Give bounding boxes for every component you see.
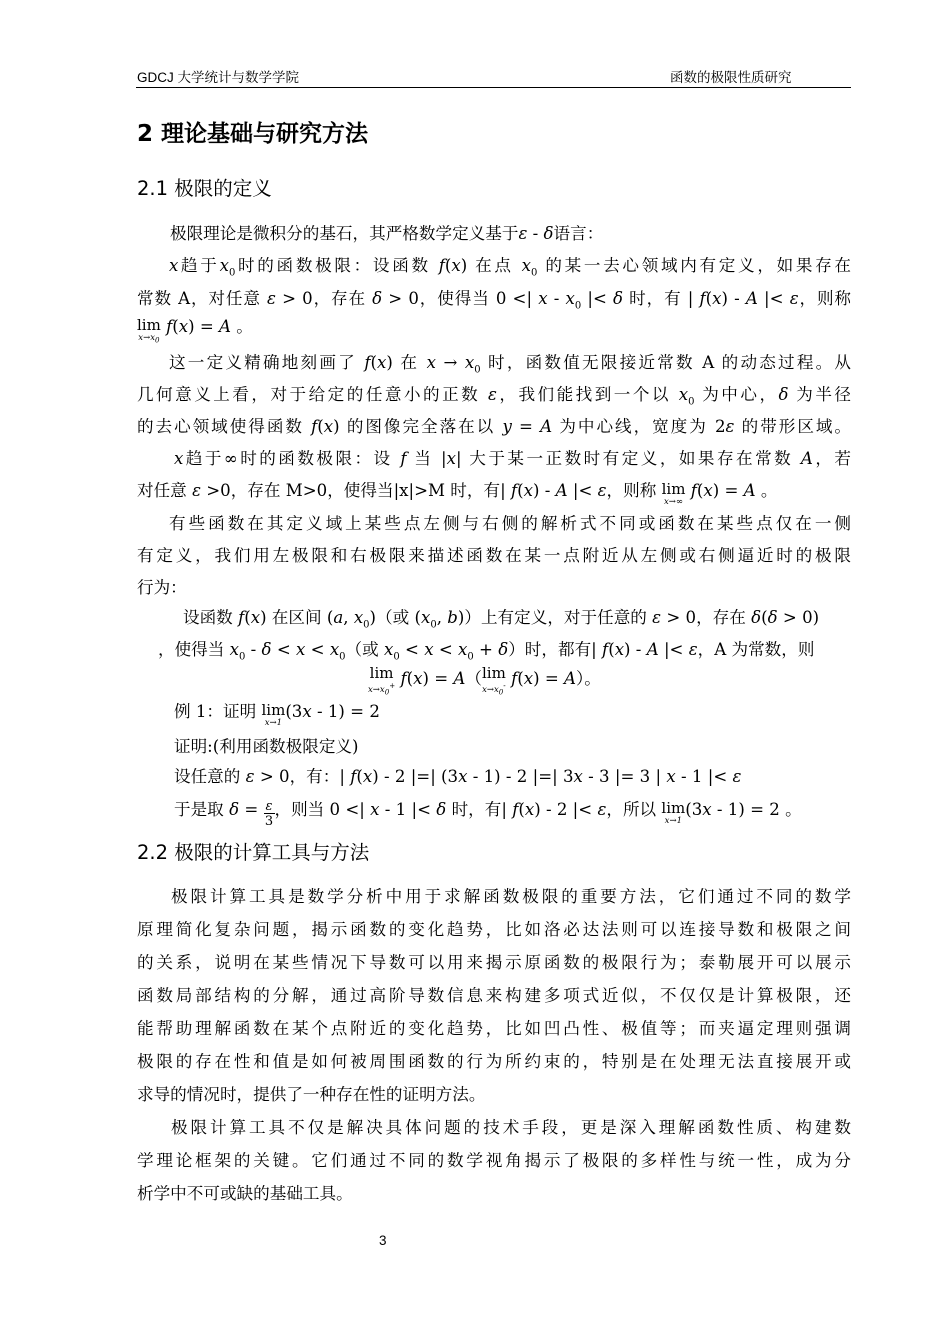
paragraph-line: 极限理论是微积分的基石，其严格数学定义基于ε - δ语言： [170,224,604,243]
example-line: 例 1：证明 lim x→1 (3x - 1) = 2 [174,701,380,728]
example-line: 于是取 δ = $\frac{\varepsilon}{3}$ ，则当 0 <| x - 1 |< δ 时，有| f(x) - 2 |< ε，所以 lim x→1 (3x - 1) = 2 。 [174,799,802,829]
paragraph-line: 设函数 f(x) 在区间 (a, $x_0$)（或 ($x_0$, b)）上有定义，对于任意的 ε > 0，存在 δ(δ > 0) [183,608,820,631]
paragraph-line: 能帮助理解函数在某个点附近的变化趋势，比如凹凸性、极值等；而夹逼定理则强调 [137,1019,851,1038]
paragraph-line: 几何意义上看，对于给定的任意小的正数 ε，我们能找到一个以 $x_0$ 为中心，δ 为半径 [137,385,851,408]
paragraph-line: 学理论框架的关键。它们通过不同的数学视角揭示了极限的多样性与统一性，成为分 [137,1151,851,1170]
paragraph-line: 原理简化复杂问题，揭示函数的变化趋势，比如洛必达法则可以连接导数和极限之间 [137,920,851,939]
example-line: 设任意的 ε > 0，有：| f(x) - 2 |=| (3x - 1) - 2 |=| 3x - 3 |= 3 | x - 1 |< ε [174,767,742,786]
paragraph-line: 有些函数在其定义域上某些点左侧与右侧的解析式不同或函数在某些点仅在一侧 [169,514,851,533]
paragraph-line: 极限的存在性和值是如何被周围函数的行为所约束的，特别是在处理无法直接展开或 [137,1052,851,1071]
paragraph-line: lim $x\to x_0$ f(x) = A 。 [137,316,253,345]
section-title-2-1: 2.1 极限的定义 [137,177,272,200]
paragraph-line: 函数局部结构的分解，通过高阶导数信息来构建多项式近似，不仅仅是计算极限，还 [137,986,851,1005]
paragraph-line: 行为： [137,578,187,597]
paragraph-line: ，使得当 $x_0 - \delta < x < x_0$（或 $x_0 < x < x_0 + \delta$）时，都有| f(x) - A |< ε，A 为常数，则 [158,640,815,663]
paragraph-line: lim $x\to x_0^+$ f(x) = A（ lim $x\to x_0^-$ f(x) = A）。 [368,664,601,697]
paragraph-line: 有定义，我们用左极限和右极限来描述函数在某一点附近从左侧或右侧逼近时的极限 [137,546,851,565]
header-rule [136,87,851,88]
header-right: 函数的极限性质研究 [670,70,792,85]
header-left: GDCJ 大学统计与数学学院 [137,70,299,85]
paragraph-line: x趋于$x_0$时的函数极限：设函数 f(x) 在点 $x_0$ 的某一去心领域内有定义，如果存在 [169,256,852,279]
section-title-2-2: 2.2 极限的计算工具与方法 [137,841,370,864]
paragraph-line: 这一定义精确地刻画了 f(x) 在 $x \to x_0$ 时，函数值无限接近常数 A 的动态过程。从 [169,353,852,376]
paragraph-line: 析学中不可或缺的基础工具。 [137,1184,353,1203]
paragraph-line: 对任意 ε >0，存在 M>0，使得当|x|>M 时，有| f(x) - A |< ε，则称 lim x→∞ f(x) = A 。 [137,480,778,507]
example-line: 证明:(利用函数极限定义) [174,737,359,756]
chapter-title: 2 理论基础与研究方法 [137,121,369,147]
paragraph-line: 的去心领域使得函数 f(x) 的图像完全落在以 y = A 为中心线，宽度为 2ε 的带形区域。 [137,417,852,436]
paragraph-line: 的关系，说明在某些情况下导数可以用来揭示原函数的极限行为；泰勒展开可以展示 [137,953,851,972]
paragraph-line: 求导的情况时，提供了一种存在性的证明方法。 [137,1085,486,1104]
paragraph-line: 极限计算工具不仅是解决具体问题的技术手段，更是深入理解函数性质、构建数 [171,1118,851,1137]
paragraph-line: 极限计算工具是数学分析中用于求解函数极限的重要方法，它们通过不同的数学 [171,887,851,906]
paragraph-line: x趋于∞时的函数极限：设 f 当 |x| 大于某一正数时有定义，如果存在常数 A，若 [174,449,852,468]
page-number: 3 [379,1233,387,1248]
paragraph-line: 常数 A，对任意 ε > 0，存在 δ > 0，使得当 0 <| x - $x_0$ |< δ 时，有 | f(x) - A |< ε，则称 [137,289,852,312]
